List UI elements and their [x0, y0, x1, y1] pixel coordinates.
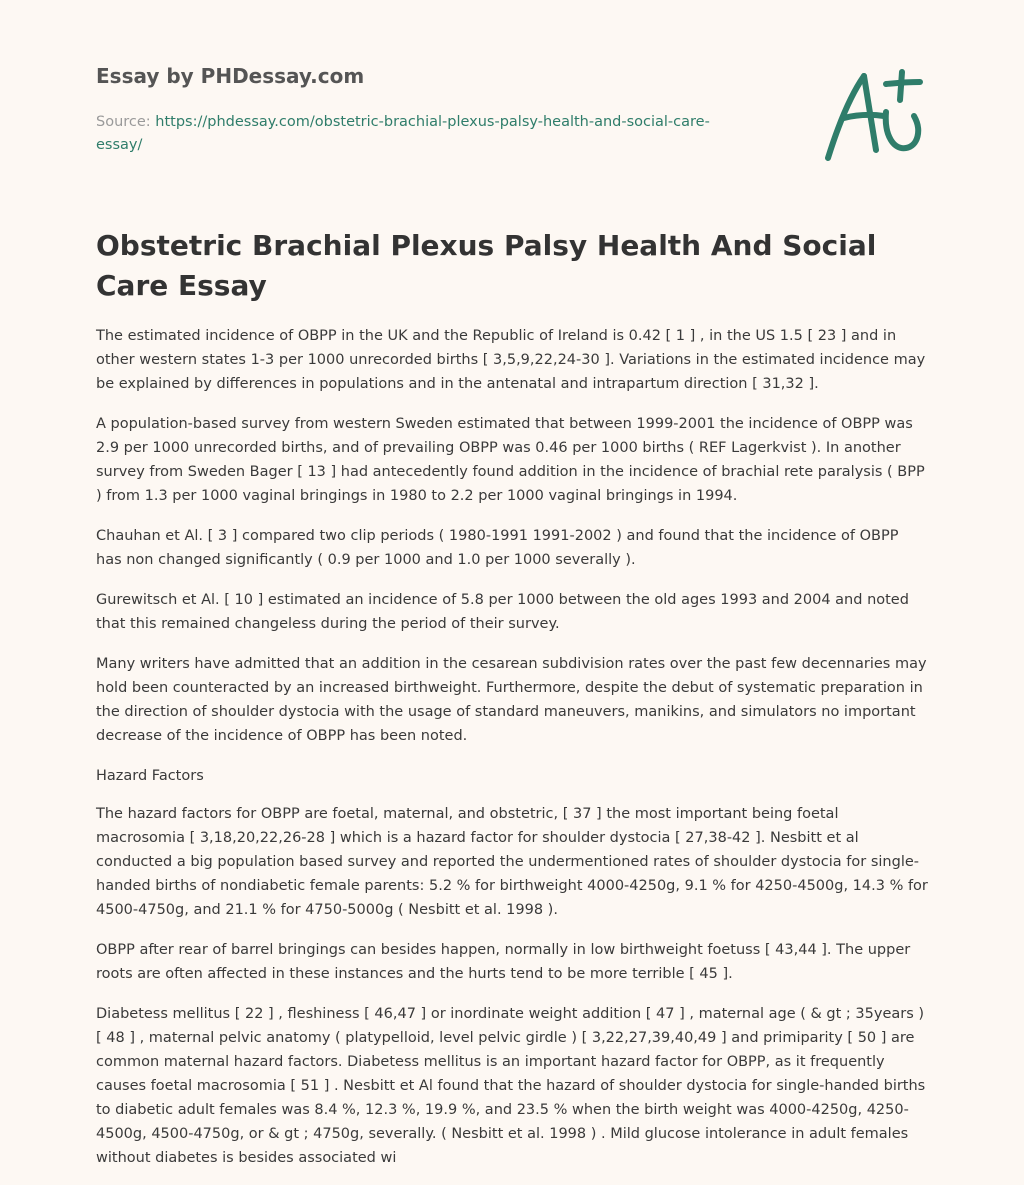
site-title: Essay by PHDessay.com — [96, 64, 365, 88]
section-heading: Hazard Factors — [96, 768, 204, 784]
a-plus-logo-icon — [824, 66, 928, 166]
essay-body — [96, 324, 928, 1185]
paragraph: Diabetess mellitus [ 22 ] , fleshiness [ 46,47 ] or inordinate weight addition [ 47 ] , maternal age ( & gt ; 35years ) [ 48 ] , maternal pelvic anatomy ( platypelloid, level pelvic girdle ) [ 3,22,27,39,40,49 ] and primiparity [ 50 ] are common maternal hazard factors. Diabetess mellitus is an important hazard factor for OBPP, as it frequently causes foetal macrosomia [ 51 ] . Nesbitt et Al found that the hazard of shoulder dystocia for single-handed births to diabetic adult females was 8.4 %, 12.3 %, 19.9 %, and 23.5 % when the birth weight was 4000-4250g, 4250-4500g, 4500-4750g, or & gt ; 4750g, severally. ( Nesbitt et al. 1998 ) . Mild glucose intolerance in adult females without diabetes is besides associated wi — [96, 1006, 926, 1166]
source-link[interactable]: https://phdessay.com/obstetric-brachial-plexus-palsy-health-and-social-care-essay/ — [96, 114, 710, 153]
source-line — [96, 111, 756, 157]
paragraph: A population-based survey from western Sweden estimated that between 1999-2001 the incidence of OBPP was 2.9 per 1000 unrecorded births, and of prevailing OBPP was 0.46 per 1000 births ( REF Lagerkvist ). In another survey from Sweden Bager [ 13 ] had antecedently found addition in the incidence of brachial rete paralysis ( BPP ) from 1.3 per 1000 vaginal bringings in 1980 to 2.2 per 1000 vaginal bringings in 1994. — [96, 416, 925, 504]
paragraph: The hazard factors for OBPP are foetal, maternal, and obstetric, [ 37 ] the most important being foetal macrosomia [ 3,18,20,22,26-28 ] which is a hazard factor for shoulder dystocia [ 27,38-42 ]. Nesbitt et al conducted a big population based survey and reported the undermentioned rates of shoulder dystocia for single-handed births of nondiabetic female parents: 5.2 % for birthweight 4000-4250g, 9.1 % for 4250-4500g, 14.3 % for 4500-4750g, and 21.1 % for 4750-5000g ( Nesbitt et al. 1998 ). — [96, 806, 928, 918]
essay-title: Obstetric Brachial Plexus Palsy Health And Social Care Essay — [96, 229, 877, 302]
paragraph: Gurewitsch et Al. [ 10 ] estimated an incidence of 5.8 per 1000 between the old ages 1993 and 2004 and noted that this remained changeless during the period of their survey. — [96, 592, 909, 632]
paragraph: The estimated incidence of OBPP in the UK and the Republic of Ireland is 0.42 [ 1 ] , in the US 1.5 [ 23 ] and in other western states 1-3 per 1000 unrecorded births [ 3,5,9,22,24-30 ]. Variations in the estimated incidence may be explained by differences in populations and in the antenatal and intrapartum direction [ 31,32 ]. — [96, 328, 926, 392]
paragraph: Chauhan et Al. [ 3 ] compared two clip periods ( 1980-1991 1991-2002 ) and found that the incidence of OBPP has non changed significantly ( 0.9 per 1000 and 1.0 per 1000 severally ). — [96, 528, 899, 568]
paragraph: OBPP after rear of barrel bringings can besides happen, normally in low birthweight foetuss [ 43,44 ]. The upper roots are often affected in these instances and the hurts tend to be more terrible [ 45 ]. — [96, 942, 911, 982]
source-label: Source: — [96, 114, 151, 130]
paragraph: Many writers have admitted that an addition in the cesarean subdivision rates over the past few decennaries may hold been counteracted by an increased birthweight. Furthermore, despite the debut of systematic preparation in the direction of shoulder dystocia with the usage of standard maneuvers, manikins, and simulators no important decrease of the incidence of OBPP has been noted. — [96, 656, 927, 744]
